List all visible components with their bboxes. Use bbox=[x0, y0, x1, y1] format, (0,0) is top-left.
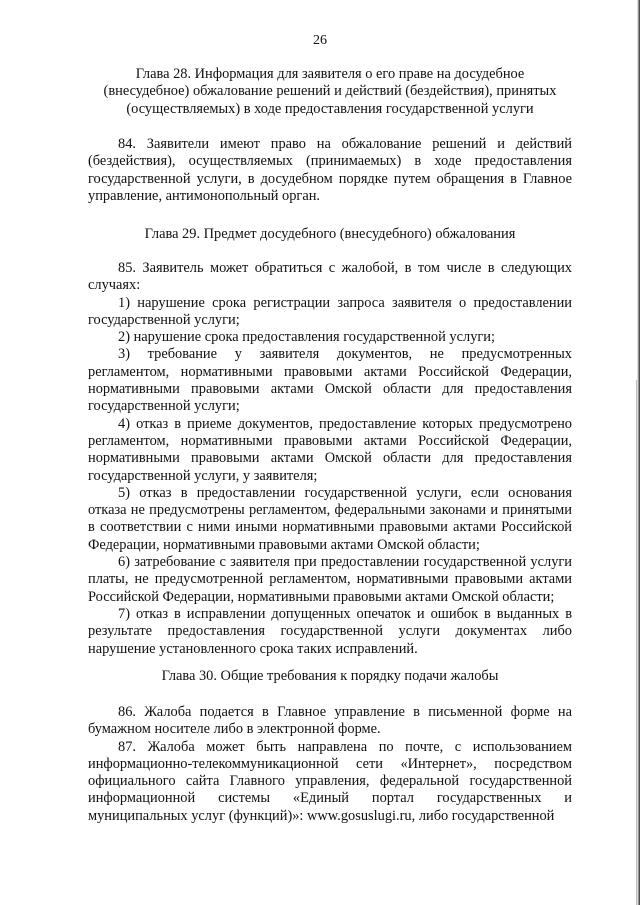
chapter-28-heading-line: Глава 28. Информация для заявителя о его праве на досудебное bbox=[135, 66, 525, 82]
paragraph-86: 86. Жалоба подается в Главное управление в письменной форме на бумажном носителе либо в электронной форме. bbox=[88, 704, 572, 738]
paragraph-85-block bbox=[88, 260, 572, 658]
page-number: 26 bbox=[313, 33, 327, 48]
chapter-28-heading-line: (осуществляемых) в ходе предоставления государственной услуги bbox=[126, 100, 534, 117]
paragraph-86-87-block bbox=[88, 704, 572, 825]
chapter-29-heading: Глава 29. Предмет досудебного (внесудебного) обжалования bbox=[144, 226, 516, 242]
list-item-6: 6) затребование с заявителя при предоставлении государственной услуги платы, не предусмотренной регламентом, нормативными правовыми актами Российской Федерации, нормативными правовыми актами Омской области; bbox=[88, 554, 572, 605]
chapter-30-heading: Глава 30. Общие требования к порядку подачи жалобы bbox=[161, 668, 499, 684]
list-item-3: 3) требование у заявителя документов, не предусмотренных регламентом, нормативными правовыми актами Российской Федерации, нормативными правовыми актами Омской области для предоставления государственной услуги; bbox=[88, 346, 572, 415]
paragraph-85: 85. Заявитель может обратиться с жалобой, в том числе в следующих случаях: bbox=[88, 260, 572, 294]
list-item-5: 5) отказ в предоставлении государственной услуги, если основания отказа не предусмотрены регламентом, федеральными законами и принятыми в соответствии с ними иными нормативными правовыми актами Российской Федерации, нормативными правовыми актами Омской области; bbox=[88, 484, 572, 553]
paragraph-84-block bbox=[88, 136, 572, 205]
list-item-2: 2) нарушение срока предоставления государственной услуги; bbox=[118, 329, 495, 346]
chapter-28-heading bbox=[88, 66, 572, 118]
paragraph-87: 87. Жалоба может быть направлена по почте, с использованием информационно-телекоммуникационной сети «Интернет», посредством официального сайта Главного управления, федеральной государственной информационной системы «Единый портал государственных и муниципальных услуг (функций)»: www.gosuslugi.ru, либо государственной bbox=[88, 738, 572, 824]
chapter-28-heading-line: (внесудебное) обжалование решений и действий (бездействия), принятых bbox=[103, 83, 557, 100]
list-item-1: 1) нарушение срока регистрации запроса заявителя о предоставлении государственной услуги; bbox=[88, 294, 572, 328]
list-item-7: 7) отказ в исправлении допущенных опечаток и ошибок в выданных в результате предоставления государственной услуги документах либо нарушение установленного срока таких исправлений. bbox=[88, 605, 572, 657]
list-item-4: 4) отказ в приеме документов, предоставление которых предусмотрено регламентом, нормативными правовыми актами Российской Федерации, нормативными правовыми актами Омской области для предоставления государственной услуги, у заявителя; bbox=[88, 415, 572, 484]
paragraph-84: 84. Заявители имеют право на обжалование решений и действий (бездействия), осуществляемых (принимаемых) в ходе предоставления государственной услуги, в досудебном порядке путем обращения в Главное управление, антимонопольный орган. bbox=[88, 136, 572, 204]
